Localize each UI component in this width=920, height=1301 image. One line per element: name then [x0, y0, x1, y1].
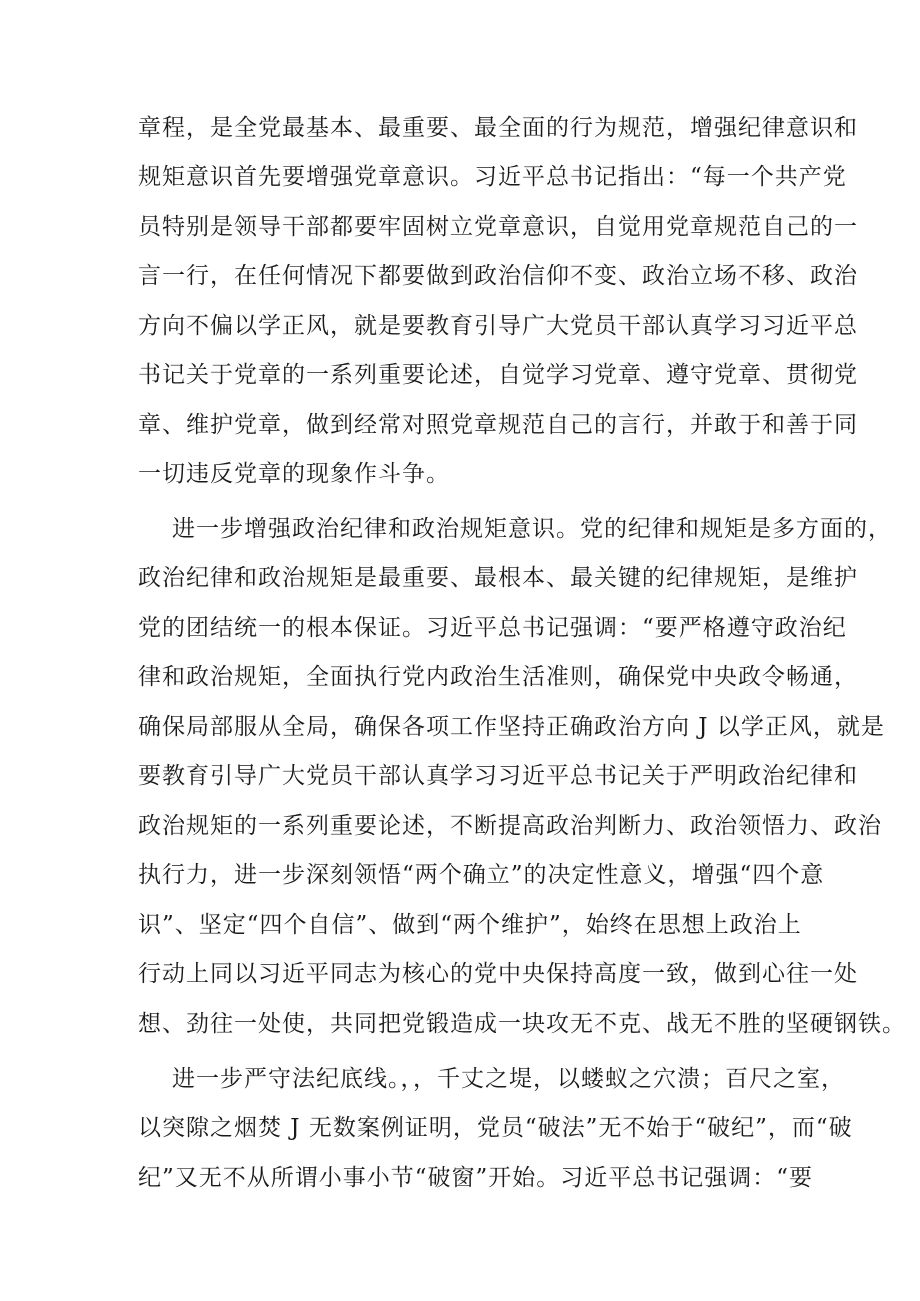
text-line: 确保局部服从全局，确保各项工作坚持正确政治方向 J 以学正风，就是 [138, 714, 885, 740]
text-line: 言一行，在任何情况下都要做到政治信仰不变、政治立场不移、政治 [138, 263, 858, 289]
text-line: 以突隙之烟焚 J 无数案例证明，党员“破法”无不始于“破纪”，而“破 [138, 1115, 853, 1141]
paragraph-start-line: 进一步严守法纪底线。，，千丈之堤，以蝼蚁之穴溃；百尺之室， [172, 1066, 845, 1092]
text-line: 章程，是全党最基本、最重要、最全面的行为规范，增强纪律意识和 [138, 115, 858, 141]
text-line: 律和政治规矩，全面执行党内政治生活准则，确保党中央政令畅通， [138, 664, 858, 690]
text-line: 章、维护党章，做到经常对照党章规范自己的言行，并敢于和善于同 [138, 412, 858, 438]
text-line: 一切违反党章的现象作斗争。 [138, 461, 450, 487]
text-line: 书记关于党章的一系列重要论述，自觉学习党章、遵守党章、贯彻党 [138, 362, 858, 388]
text-line: 政治规矩的一系列重要论述，不断提高政治判断力、政治领悟力、政治 [138, 813, 882, 839]
text-line: 想、劲往一处使，共同把党锻造成一块攻无不克、战无不胜的坚硬钢铁。 [138, 1011, 906, 1037]
text-line: 政治纪律和政治规矩是最重要、最根本、最关键的纪律规矩，是维护 [138, 565, 858, 591]
text-line: 行动上同以习近平同志为核心的党中央保持高度一致，做到心往一处 [138, 961, 858, 987]
text-line: 执行力，进一步深刻领悟“两个确立”的决定性意义，增强“四个意 [138, 862, 825, 888]
text-line: 纪”又无不从所谓小事小节“破窗”开始。习近平总书记强调：“要 [138, 1165, 814, 1191]
text-line: 党的团结统一的根本保证。习近平总书记强调：“要严格遵守政治纪 [138, 615, 847, 641]
text-line: 规矩意识首先要增强党章意识。习近平总书记指出：“每一个共产党 [138, 164, 847, 190]
text-line: 方向不偏以学正风，就是要教育引导广大党员干部认真学习习近平总 [138, 313, 858, 339]
text-line: 要教育引导广大党员干部认真学习习近平总书记关于严明政治纪律和 [138, 763, 858, 789]
text-line: 员特别是领导干部都要牢固树立党章意识，自觉用党章规范自己的一 [138, 214, 858, 240]
text-line: 识”、坚定“四个自信”、做到“两个维护”，始终在思想上政治上 [138, 912, 802, 938]
paragraph-start-line: 进一步增强政治纪律和政治规矩意识。党的纪律和规矩是多方面的， [172, 516, 892, 542]
